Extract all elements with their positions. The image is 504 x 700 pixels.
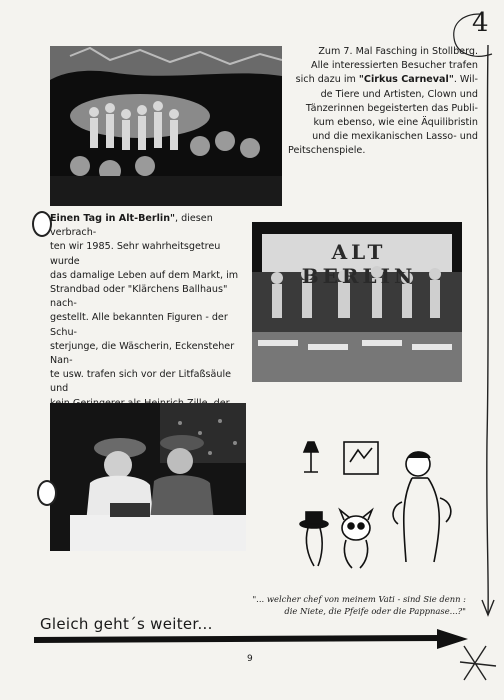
text-line [288, 73, 478, 87]
punch-hole-bottom [37, 480, 57, 506]
footer-arrow [32, 628, 472, 652]
page-number: 9 [247, 654, 253, 664]
text-span: , diesen verbrach- [50, 213, 213, 239]
text-line [50, 212, 250, 240]
text-line: sterjunge, die Wäscherin, Eckensteher Nan- [50, 340, 235, 367]
text-line: ten wir 1985. Sehr wahrheitsgetreu wurde [50, 241, 221, 267]
heading-fasching: Zum 7. Mal Fasching in Stollberg. [318, 46, 478, 57]
text-line: gestellt. Alle bekannten Figuren - der Schu- [50, 312, 228, 338]
text-line: das damalige Leben auf dem Markt, im [50, 269, 239, 281]
photo-couple-at-table [50, 403, 246, 551]
article-cirkus-carneval [288, 45, 478, 159]
photo-cirkus-carneval [50, 46, 282, 206]
caption-line-2: die Niete, die Pfeife oder die Pappnase...?" [284, 606, 466, 616]
text-span: sich dazu im [295, 74, 359, 86]
bold-alt-berlin: Einen Tag in Alt-Berlin" [50, 213, 176, 224]
right-margin-arrow-line [478, 40, 498, 620]
bold-cirkus-carneval: "Cirkus Carneval" [358, 74, 454, 86]
text-span: . Wil- [453, 74, 478, 86]
footer-continue-text: Gleich geht´s weiter... [40, 615, 213, 633]
text-line: Strandbad oder "Klärchens Ballhaus" nach- [50, 284, 228, 310]
text-line: Alle interessierten Besucher trafen [311, 60, 478, 72]
text-line: Peitschenspiele. [288, 145, 366, 157]
cartoon-illustration [294, 432, 464, 572]
text-line: de Tiere und Artisten, Clown und [320, 88, 478, 100]
cartoon-caption [250, 593, 466, 617]
stage-sign-text: ALT BERLIN [301, 240, 417, 288]
photo-alt-berlin-stage [252, 222, 462, 382]
caption-line-1: "... welcher chef von meinem Vati - sind Sie denn : [252, 594, 466, 604]
text-line: te usw. trafen sich vor der Litfaßsäule und [50, 369, 232, 395]
punch-hole-top [32, 211, 52, 237]
text-line: und die mexikanischen Lasso- und [312, 131, 478, 143]
corner-page-number: 4 [472, 8, 489, 38]
text-line: Tänzerinnen begeisterten das Publi- [305, 102, 478, 114]
text-line: kum ebenso, wie eine Äquilibristin [313, 117, 478, 129]
bottom-corner-doodle [456, 640, 500, 690]
